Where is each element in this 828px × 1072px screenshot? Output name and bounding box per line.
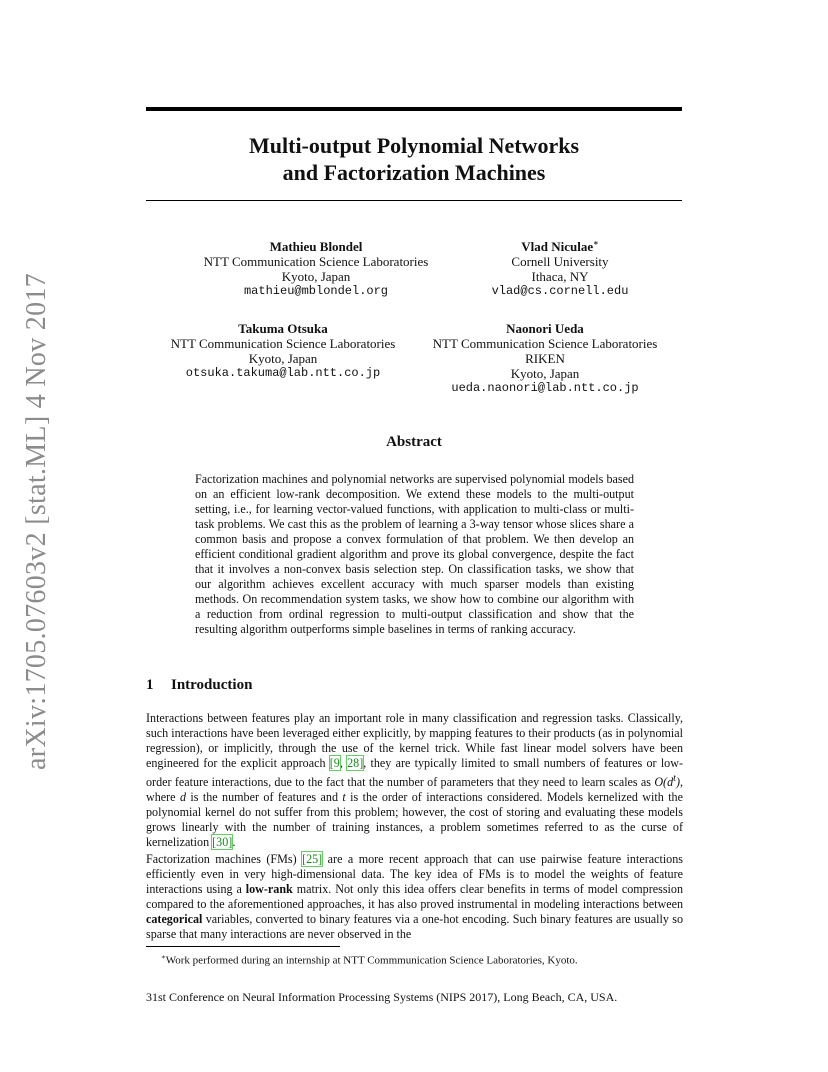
text-run: , xyxy=(339,756,348,770)
math-expression xyxy=(654,775,680,789)
paper-title xyxy=(146,132,682,186)
author-name: Takuma Otsuka xyxy=(238,321,328,336)
bold-term: low-rank xyxy=(245,882,293,896)
text-run: Factorization machines (FMs) xyxy=(146,852,303,866)
author-email[interactable]: ueda.naonori@lab.ntt.co.jp xyxy=(451,381,639,395)
footnote-marker[interactable]: ∗ xyxy=(593,238,599,248)
author-name: Naonori Ueda xyxy=(506,321,584,336)
text-run: are a more recent approach that can use pairwise feature interactions efficiently even in very high-dimensional data. The key idea of FMs is to model the weights of feature interactions using a xyxy=(146,852,683,896)
section-title: Introduction xyxy=(171,677,253,693)
author-name-text: Vlad Niculae xyxy=(521,239,594,254)
title-line-2: and Factorization Machines xyxy=(282,160,546,185)
text-run: matrix. Not only this idea offers clear benefits in terms of model compression compared to the aforementioned approaches, it has also proved instrumental in modeling interactions between xyxy=(146,882,683,911)
author-affiliation: NTT Communication Science Laboratories xyxy=(170,336,396,351)
author-block-niculae xyxy=(455,239,665,299)
intro-paragraph-2 xyxy=(146,852,683,942)
math-superscript: t xyxy=(673,773,676,784)
author-location: Kyoto, Japan xyxy=(281,269,351,284)
author-location: Ithaca, NY xyxy=(531,269,589,284)
text-run: variables, converted to binary features via a one-hot encoding. Such binary features are usually so sparse that many interactions are never observed in the xyxy=(146,912,683,941)
footnote-text: Work performed during an internship at NTT Commmunication Science Laboratories, Kyoto. xyxy=(165,954,578,967)
author-block-ueda xyxy=(410,321,680,396)
author-block-blondel xyxy=(176,239,456,299)
abstract-text: Factorization machines and polynomial networks are supervised polynomial models based on an efficient low-rank decomposition. We extend these models to the multi-output setting, i.e., for learning vector-valued functions, with application to multi-class or multi-task problems. We cast this as the problem of learning a 3-way tensor whose slices share a common basis and propose a convex formulation of that problem. We then develop an efficient conditional gradient algorithm and prove its global convergence, despite the fact that it involves a non-convex basis selection step. On classification tasks, we show that our algorithm achieves excellent accuracy with much sparser models than existing methods. On recommendation system tasks, we show how to combine our algorithm with a reduction from ordinal regression to multi-output classification and show that the resulting algorithm outperforms simple baselines in terms of ranking accuracy. xyxy=(195,472,634,636)
author-email[interactable]: vlad@cs.cornell.edu xyxy=(491,284,629,298)
section-heading-introduction xyxy=(146,676,252,694)
math-variable: d xyxy=(179,790,186,805)
footnote-rule xyxy=(146,946,340,947)
text-run: , where xyxy=(146,775,683,805)
math-run: ) xyxy=(675,775,680,790)
text-run: is the order of interactions considered. Models kernelized with the polynomial kernel do not suffer from this problem; however, the cost of storing and evaluating these models grows linearly with the number of training instances, a problem sometimes referred to as the curse of kernelization xyxy=(146,790,683,850)
title-line-1: Multi-output Polynomial Networks xyxy=(249,133,579,158)
bold-term: categorical xyxy=(146,912,203,926)
author-email[interactable]: mathieu@mblondel.org xyxy=(243,284,389,298)
math-run: O(d xyxy=(654,775,674,790)
author-email[interactable]: otsuka.takuma@lab.ntt.co.jp xyxy=(185,366,381,380)
footnote-marker: ∗ xyxy=(161,953,166,961)
arxiv-identifier: arXiv:1705.07603v2 [stat.ML] 4 Nov 2017 xyxy=(21,273,52,770)
author-block-otsuka xyxy=(143,321,423,381)
conference-notice: 31st Conference on Neural Information Processing Systems (NIPS 2017), Long Beach, CA, USA. xyxy=(146,990,618,1004)
citation-link[interactable]: [25] xyxy=(302,852,323,866)
author-name xyxy=(455,239,665,254)
author-location: Kyoto, Japan xyxy=(248,351,318,366)
intro-paragraph-1 xyxy=(146,711,683,850)
author-affiliation: Cornell University xyxy=(511,254,609,269)
citation-link[interactable]: 28] xyxy=(347,756,364,770)
math-variable: t xyxy=(342,790,346,805)
author-location: Kyoto, Japan xyxy=(510,366,580,381)
text-run: is the number of features and xyxy=(186,790,343,805)
title-bottom-rule xyxy=(146,200,682,201)
author-affiliation: NTT Communication Science Laboratories xyxy=(203,254,429,269)
section-number: 1 xyxy=(146,677,154,693)
author-name: Mathieu Blondel xyxy=(269,239,363,254)
author-affiliation: NTT Communication Science Laboratories xyxy=(432,336,658,351)
author-affiliation-2: RIKEN xyxy=(525,351,565,366)
text-run: , they are typically limited to small numbers of features or low-order feature interactions, due to the fact that the number of parameters that they need to learn scales as xyxy=(146,756,683,790)
footnote xyxy=(161,950,578,968)
abstract-heading: Abstract xyxy=(386,434,442,450)
citation-link[interactable]: [30] xyxy=(212,835,233,850)
title-top-rule xyxy=(146,107,682,111)
text-run: . xyxy=(232,835,236,850)
text-run: Interactions between features play an important role in many classification and regression tasks. Classically, such interactions have been leveraged either explicitly, by mapping features to their products (as in polynomial regression), or implicitly, through the use of the kernel trick. While fast linear model solvers have been engineered for the explicit approach xyxy=(146,711,683,770)
citation-link[interactable]: [9 xyxy=(329,756,340,770)
